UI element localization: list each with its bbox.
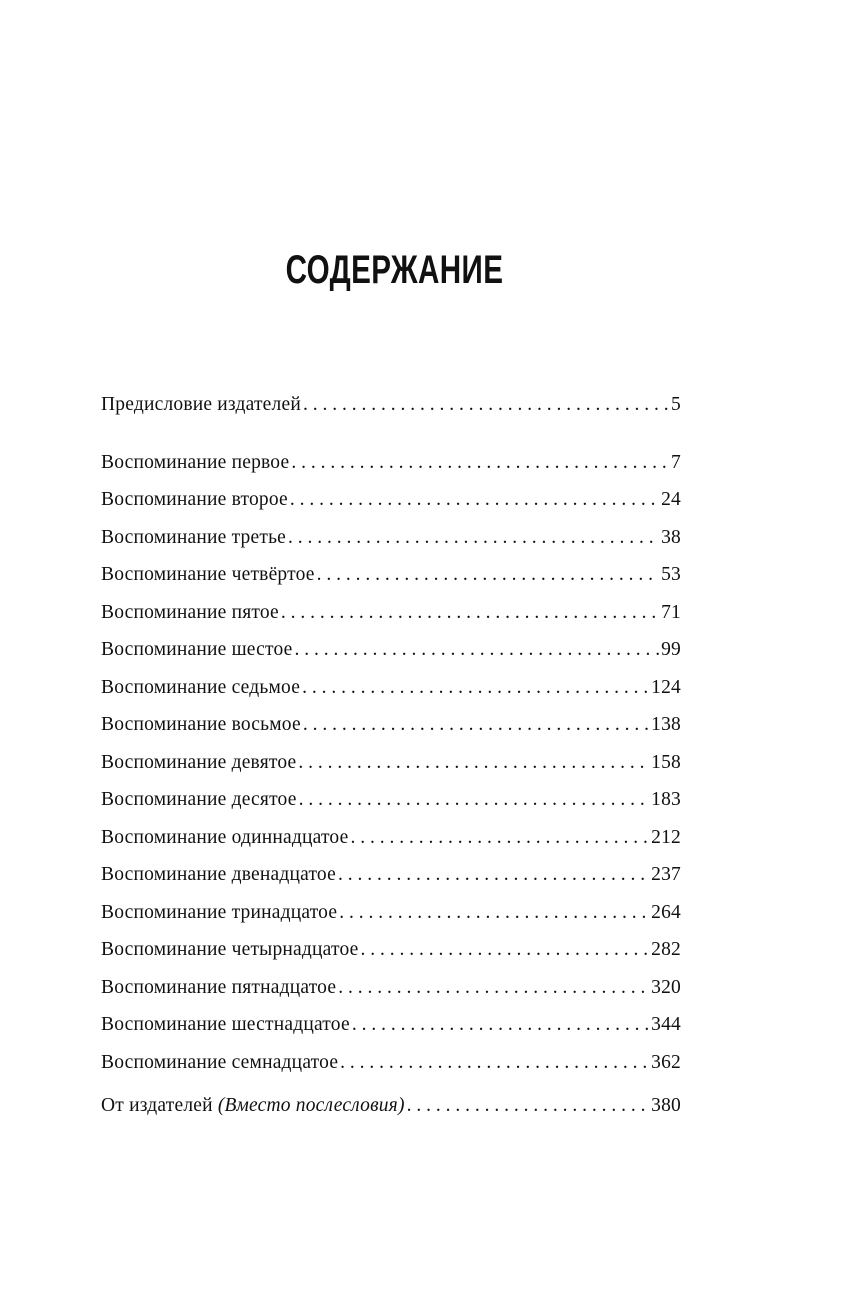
toc-entry-title: Воспоминание шестое	[101, 639, 293, 660]
toc-entry-title: Воспоминание девятое	[101, 751, 297, 773]
toc-entry[interactable]	[101, 487, 681, 525]
toc-dot-leader	[352, 1012, 649, 1038]
toc-dot-leader	[303, 392, 669, 418]
toc-entry-title-italic: (Вместо послесловия)	[217, 1095, 405, 1116]
toc-entry-title: Воспоминание пятнадцатое	[101, 976, 337, 998]
toc-entry-title: Воспоминание пятое	[101, 601, 279, 623]
toc-entry[interactable]	[101, 750, 681, 788]
toc-entry[interactable]	[101, 937, 681, 975]
toc-entry-page: 5	[671, 394, 681, 415]
toc-entry-page: 183	[651, 789, 681, 810]
toc-entry[interactable]	[101, 637, 681, 675]
toc-dot-leader	[303, 712, 649, 738]
toc-entry-title: Воспоминание четырнадцатое	[101, 939, 359, 960]
toc-entry-title: Воспоминание одиннадцатое	[101, 826, 349, 848]
page-title: СОДЕРЖАНИЕ	[285, 248, 504, 292]
toc-dot-leader	[361, 937, 650, 963]
toc-entry[interactable]	[101, 862, 681, 900]
toc-entry-title-main: От издателей	[101, 1095, 213, 1116]
toc-dot-leader	[317, 562, 659, 588]
toc-entry-page: 24	[661, 489, 681, 510]
toc-entry-page: 237	[651, 864, 681, 885]
toc-dot-leader	[338, 975, 649, 1001]
toc-entry-page: 344	[651, 1014, 681, 1035]
toc-entry[interactable]	[101, 525, 681, 563]
toc-entry[interactable]	[101, 1012, 681, 1050]
toc-entry-title: Воспоминание тринадцатое	[101, 901, 338, 923]
toc-entry-page: 282	[651, 939, 681, 960]
toc-entry-page: 320	[651, 976, 681, 998]
toc-entry[interactable]	[101, 1093, 681, 1131]
toc-entry[interactable]	[101, 562, 681, 600]
toc-entry[interactable]	[101, 787, 681, 825]
toc-dot-leader	[291, 450, 669, 476]
toc-entry-title: Воспоминание третье	[101, 526, 287, 548]
toc-entry[interactable]	[101, 600, 681, 638]
toc-dot-leader	[288, 525, 659, 551]
toc-entry-page: 264	[651, 901, 681, 923]
toc-entry-title: Воспоминание первое	[101, 451, 290, 473]
toc-entry-page: 53	[661, 564, 681, 585]
toc-entry-title	[101, 1093, 405, 1119]
toc-entry-page: 71	[661, 601, 681, 623]
toc-entry-title: Воспоминание четвёртое	[101, 564, 315, 585]
toc-dot-leader	[338, 862, 649, 888]
toc-entry-title: Воспоминание второе	[101, 489, 288, 510]
toc-entry-page: 212	[651, 826, 681, 848]
toc-entry-title: Воспоминание седьмое	[101, 676, 301, 698]
toc-dot-leader	[350, 825, 649, 851]
toc-dot-leader	[298, 750, 649, 776]
toc-entry[interactable]	[101, 900, 681, 938]
toc-entry[interactable]	[101, 975, 681, 1013]
toc-entry-page: 380	[651, 1095, 681, 1116]
toc-entry[interactable]	[101, 392, 681, 430]
toc-entry[interactable]	[101, 1050, 681, 1088]
toc-entry-page: 158	[651, 751, 681, 773]
toc-entry-title: Воспоминание шестнадцатое	[101, 1014, 350, 1035]
toc-dot-leader	[290, 487, 659, 513]
toc-entry-title: Воспоминание восьмое	[101, 714, 301, 735]
toc-entry[interactable]	[101, 450, 681, 488]
toc-entry-page: 138	[651, 714, 681, 735]
toc-entry[interactable]	[101, 675, 681, 713]
toc-entry-page: 38	[661, 526, 681, 548]
toc-entry[interactable]	[101, 825, 681, 863]
toc-dot-leader	[407, 1093, 650, 1119]
toc-dot-leader	[295, 637, 660, 663]
toc-entry-page: 362	[651, 1051, 681, 1073]
toc-entry-page: 124	[651, 676, 681, 698]
toc-entry-title: Воспоминание десятое	[101, 789, 297, 810]
toc-entry-page: 99	[661, 639, 681, 660]
toc-dot-leader	[299, 787, 650, 813]
table-of-contents	[101, 392, 681, 1131]
toc-entry-title: Предисловие издателей	[101, 394, 301, 415]
toc-entry-title: Воспоминание семнадцатое	[101, 1051, 339, 1073]
toc-dot-leader	[339, 900, 649, 926]
toc-entry-page: 7	[671, 451, 681, 473]
toc-entry[interactable]	[101, 712, 681, 750]
toc-entry-title: Воспоминание двенадцатое	[101, 864, 336, 885]
toc-dot-leader	[340, 1050, 649, 1076]
toc-dot-leader	[281, 600, 659, 626]
toc-dot-leader	[302, 675, 649, 701]
